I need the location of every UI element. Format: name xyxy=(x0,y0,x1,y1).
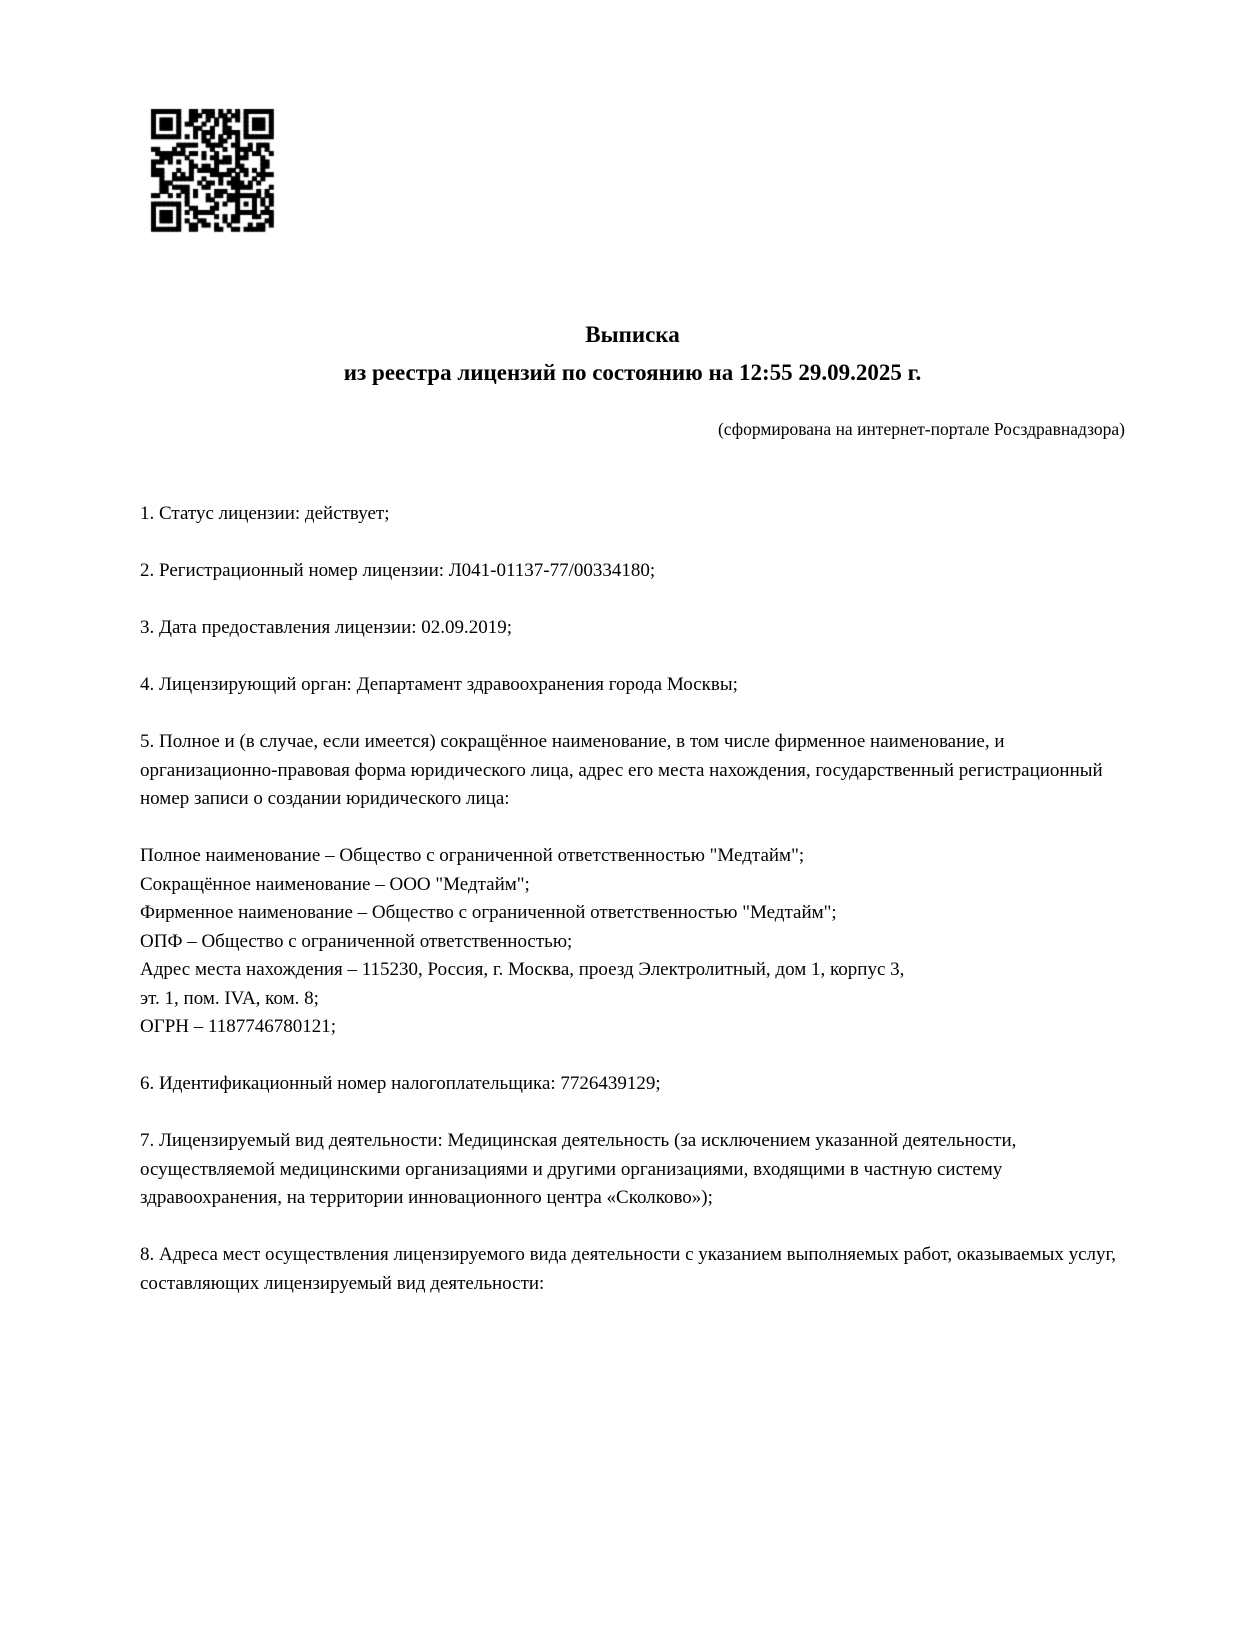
company-legal-form: ОПФ – Общество с ограниченной ответственностью; xyxy=(140,930,573,952)
company-brand-name: Фирменное наименование – Общество с ограниченной ответственностью "Медтайм"; xyxy=(140,902,837,923)
company-address-line-2: эт. 1, пом. IVA, ком. 8; xyxy=(140,987,319,1009)
company-details-block xyxy=(140,842,1125,1042)
paragraph-licensing-authority: 4. Лицензирующий орган: Департамент здравоохранения города Москвы; xyxy=(140,674,738,695)
document-content xyxy=(140,0,1125,1327)
paragraph-names-intro: 5. Полное и (в случае, если имеется) сокращённое наименование, в том числе фирменное наименование, и организационно-правовая форма юридического лица, адрес его места нахождения, государственный регистрационный номер записи о создании юридического лица: xyxy=(140,731,1103,809)
paragraph-license-date: 3. Дата предоставления лицензии: 02.09.2019; xyxy=(140,617,513,638)
paragraph-activity-addresses-intro: 8. Адреса мест осуществления лицензируемого вида деятельности с указанием выполняемых работ, оказываемых услуг, составляющих лицензируемый вид деятельности: xyxy=(140,1244,1116,1294)
paragraph-license-status: 1. Статус лицензии: действует; xyxy=(140,503,390,524)
generation-note: (сформирована на интернет-портале Росздравнадзора) xyxy=(717,419,1125,439)
company-ogrn: ОГРН – 1187746780121; xyxy=(140,1016,337,1037)
document-body xyxy=(140,500,1125,1298)
company-full-name: Полное наименование – Общество с ограниченной ответственностью "Медтайм"; xyxy=(140,845,805,866)
title-line-1: Выписка xyxy=(585,322,680,347)
paragraph-licensed-activity: 7. Лицензируемый вид деятельности: Медицинская деятельность (за исключением указанной деятельности, осуществляемой медицинскими организациями и другими организациями, входящими в частную систему здравоохранения, на территории инновационного центра «Сколково»); xyxy=(140,1130,1017,1208)
title-line-2: из реестра лицензий по состоянию на 12:55 29.09.2025 г. xyxy=(343,360,922,385)
company-short-name: Сокращённое наименование – ООО "Медтайм"; xyxy=(140,873,530,895)
company-address-line-1: Адрес места нахождения – 115230, Россия, г. Москва, проезд Электролитный, дом 1, корпус 3, xyxy=(140,959,905,980)
paragraph-taxpayer-number: 6. Идентификационный номер налогоплательщика: 7726439129; xyxy=(140,1073,661,1094)
document-title xyxy=(140,316,1125,392)
paragraph-registration-number: 2. Регистрационный номер лицензии: Л041-01137-77/00334180; xyxy=(140,560,656,581)
